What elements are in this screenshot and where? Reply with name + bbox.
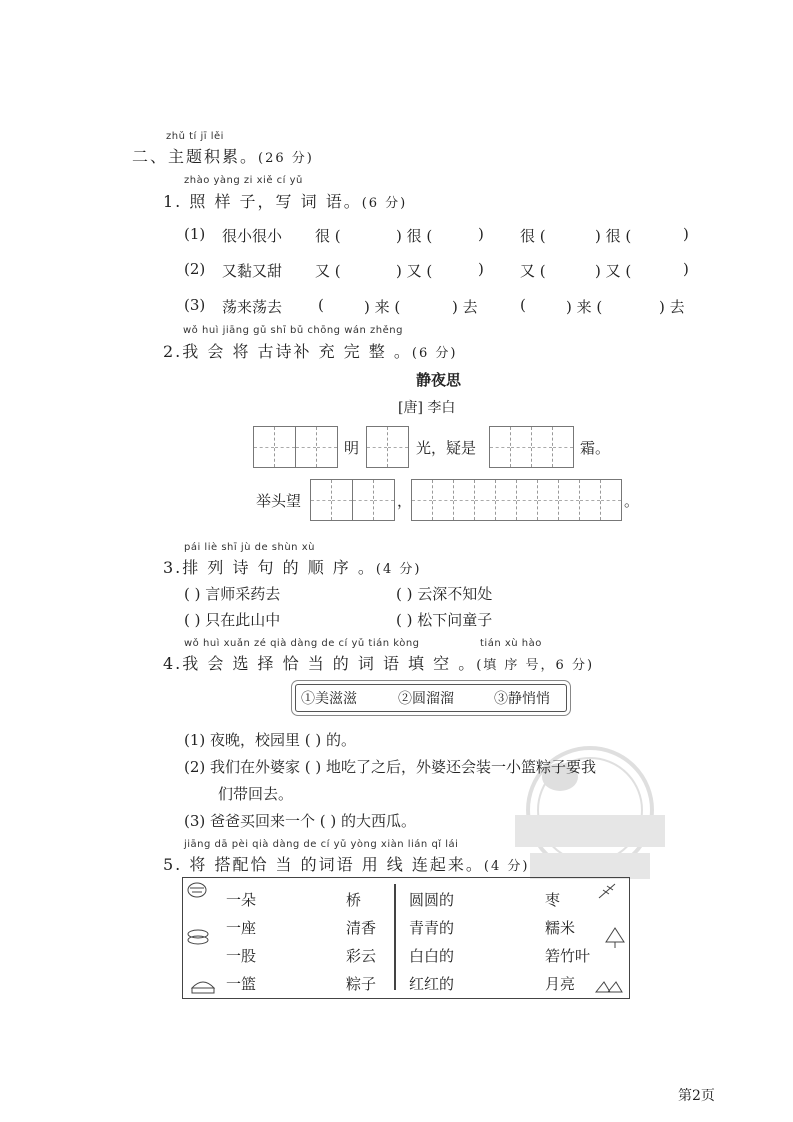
q3-item-1[interactable]: ( ) 言师采药去 — [184, 585, 281, 603]
match-right-word[interactable]: 青青的 — [409, 919, 455, 937]
section-title-text: 二、主题积累。 — [132, 147, 259, 166]
blank-f[interactable]: ) — [683, 225, 689, 243]
match-right-word[interactable]: 圆圆的 — [409, 891, 455, 909]
blank-c[interactable]: ) 去 — [452, 298, 478, 316]
match-right-word[interactable]: 白白的 — [409, 947, 455, 965]
sentence-num: (2) — [184, 758, 206, 776]
q4-sentence-3 — [184, 810, 416, 831]
word-option-2: ②圆溜溜 — [398, 691, 454, 707]
q3-pinyin: pái liè shī jù de shùn xù — [184, 542, 315, 553]
poem-char-ming: 明 — [344, 439, 360, 457]
q4-sentence-2 — [184, 756, 596, 777]
writing-grid-5[interactable] — [411, 479, 622, 521]
q4-title-text: 4.我 会 选 择 恰 当 的 词 语 填 空 。 — [163, 654, 477, 673]
basket-icon — [190, 976, 216, 996]
poem-author: [唐] 李白 — [398, 400, 456, 416]
match-left-target[interactable]: 粽子 — [346, 975, 377, 993]
sentence-num: (3) — [184, 812, 206, 830]
q2-title — [163, 339, 457, 362]
poem-title: 静夜思 — [416, 371, 462, 389]
dumpling-icon — [186, 879, 208, 899]
writing-grid-4[interactable] — [310, 479, 395, 521]
poem-text-jutou: 举头望 — [256, 492, 302, 510]
sentence-text[interactable]: 夜晚，校园里 ( ) 的。 — [210, 731, 357, 749]
word-option-1: ①美滋滋 — [301, 691, 357, 707]
poem-text-shuang: 霜。 — [580, 439, 611, 457]
writing-grid-2[interactable] — [366, 426, 409, 468]
match-right-target[interactable]: 枣 — [545, 891, 561, 909]
match-right-target[interactable]: 箬竹叶 — [545, 947, 591, 965]
blank-d[interactable]: ( — [520, 296, 526, 314]
match-left-word[interactable]: 一座 — [226, 919, 257, 937]
poem-comma: ， — [397, 492, 413, 510]
page-number: 第2页 — [678, 1088, 715, 1104]
writing-grid-1[interactable] — [253, 426, 338, 468]
poem-text-guang: 光，疑是 — [416, 439, 477, 457]
zongzi-icon — [594, 978, 624, 996]
match-right-word[interactable]: 红红的 — [409, 975, 455, 993]
row-example: 荡来荡去 — [222, 298, 283, 316]
row-num: (2) — [184, 260, 206, 278]
q4-score: (填 序 号，6 分) — [476, 658, 595, 673]
q4-title — [163, 651, 594, 674]
blank-e[interactable]: ) 又 ( — [595, 262, 632, 280]
blank-f[interactable]: ) — [683, 260, 689, 278]
section-pinyin: zhǔ tí jī lěi — [166, 131, 224, 142]
q3-item-2[interactable]: ( ) 云深不知处 — [396, 585, 493, 603]
match-left-target[interactable]: 清香 — [346, 919, 377, 937]
poem-period: 。 — [624, 492, 640, 510]
mooncake-icon — [186, 926, 210, 946]
q4-pinyin: wǒ huì xuǎn zé qià dàng de cí yǔ tián kòng — [184, 638, 420, 649]
row-example: 又黏又甜 — [222, 262, 283, 280]
q1-score: (6 分) — [361, 196, 408, 211]
blank-c[interactable]: ) — [478, 260, 484, 278]
blank-d[interactable]: 很 ( — [520, 227, 546, 245]
row-num: (1) — [184, 225, 206, 243]
blank-f[interactable]: ) 去 — [659, 298, 685, 316]
word-option-3: ③静悄悄 — [494, 691, 550, 707]
q5-score: (4 分) — [483, 859, 530, 874]
blank-b[interactable]: ) 又 ( — [396, 262, 433, 280]
tree-icon — [604, 926, 626, 950]
matching-divider — [394, 884, 396, 990]
q1-title-text: 1. 照 样 子，写 词 语。 — [163, 192, 362, 211]
q2-title-text: 2.我 会 将 古诗补 充 完 整 。 — [163, 342, 412, 361]
match-right-target[interactable]: 糯米 — [545, 919, 576, 937]
q2-score: (6 分) — [411, 346, 458, 361]
q3-score: (4 分) — [375, 562, 422, 577]
blank-b[interactable]: ) 很 ( — [396, 227, 433, 245]
row-example: 很小很小 — [222, 227, 283, 245]
q1-title — [163, 189, 407, 212]
q5-title-text: 5. 将 搭配恰 当 的词语 用 线 连起来。 — [163, 855, 484, 874]
q4-sentence-2-cont: 们带回去。 — [218, 785, 294, 803]
q3-title — [163, 555, 421, 578]
blank-a[interactable]: 又 ( — [315, 262, 341, 280]
q4-pinyin-2: tián xù hào — [480, 638, 542, 649]
match-left-word[interactable]: 一篮 — [226, 975, 257, 993]
q4-sentence-1 — [184, 729, 356, 750]
match-left-target[interactable]: 彩云 — [346, 947, 377, 965]
section-score: (26 分) — [258, 151, 314, 166]
q5-pinyin: jiāng dā pèi qià dàng de cí yǔ yòng xiàn lián qǐ lái — [184, 839, 459, 850]
q2-pinyin: wǒ huì jiāng gǔ shī bǔ chōng wán zhěng — [183, 325, 403, 336]
blank-d[interactable]: 又 ( — [520, 262, 546, 280]
q5-title — [163, 852, 529, 875]
q3-item-4[interactable]: ( ) 松下问童子 — [396, 611, 493, 629]
match-left-word[interactable]: 一朵 — [226, 891, 257, 909]
section-title — [132, 144, 314, 167]
writing-grid-3[interactable] — [489, 426, 574, 468]
match-left-target[interactable]: 桥 — [346, 891, 362, 909]
blank-b[interactable]: ) 来 ( — [364, 298, 401, 316]
blank-a[interactable]: ( — [318, 296, 324, 314]
sentence-text[interactable]: 我们在外婆家 ( ) 地吃了之后，外婆还会装一小篮粽子要我 — [210, 758, 597, 776]
leaf-icon — [595, 880, 619, 902]
match-right-target[interactable]: 月亮 — [545, 975, 576, 993]
q1-pinyin: zhào yàng zi xiě cí yǔ — [184, 175, 303, 186]
q3-item-3[interactable]: ( ) 只在此山中 — [184, 611, 281, 629]
blank-e[interactable]: ) 来 ( — [566, 298, 603, 316]
row-num: (3) — [184, 296, 206, 314]
blank-c[interactable]: ) — [478, 225, 484, 243]
sentence-text[interactable]: 爸爸买回来一个 ( ) 的大西瓜。 — [210, 812, 417, 830]
match-left-word[interactable]: 一股 — [226, 947, 257, 965]
q3-title-text: 3.排 列 诗 句 的 顺 序 。 — [163, 558, 376, 577]
blank-a[interactable]: 很 ( — [315, 227, 341, 245]
blank-e[interactable]: ) 很 ( — [595, 227, 632, 245]
sentence-num: (1) — [184, 731, 206, 749]
